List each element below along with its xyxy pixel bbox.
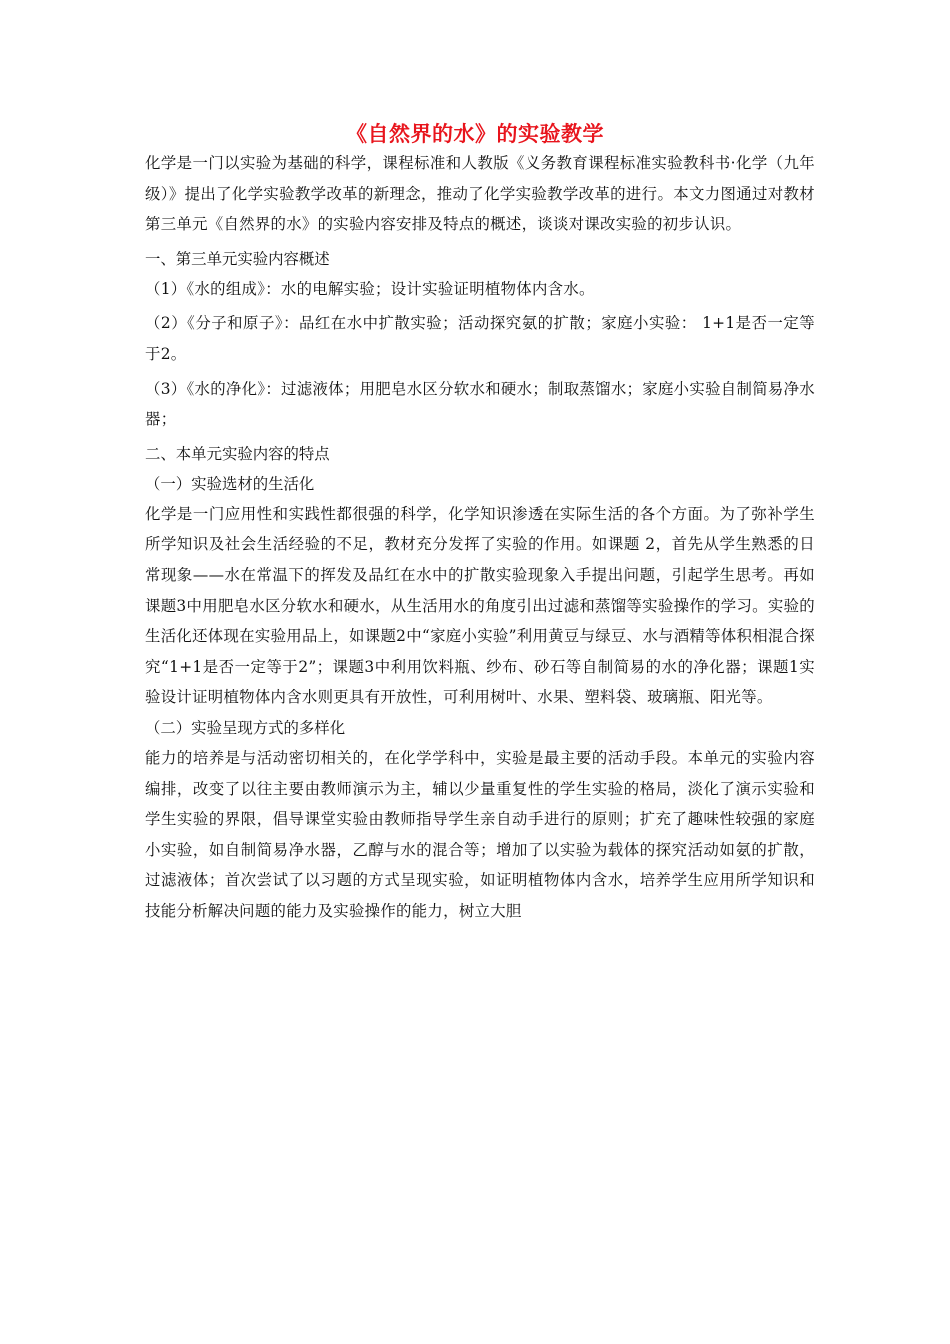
paragraph-diversity: 能力的培养是与活动密切相关的，在化学学科中，实验是最主要的活动手段。本单元的实验内容编排，改变了以往主要由教师演示为主，辅以少量重复性的学生实验的格局，淡化了演示实验和学生实验的界限，倡导课堂实验由教师指导学生亲自动手进行的原则；扩充了趣味性较强的家庭小实验，如自制简易净水器，乙醇与水的混合等；增加了以实验为载体的探究活动如氨的扩散，过滤液体；首次尝试了以习题的方式呈现实验，如证明植物体内含水，培养学生应用所学知识和技能分析解决问题的能力及实验操作的能力，树立大胆 bbox=[145, 748, 815, 920]
paragraph-daily-life: 化学是一门应用性和实践性都很强的科学，化学知识渗透在实际生活的各个方面。为了弥补学生所学知识及社会生活经验的不足，教材充分发挥了实验的作用。如课题 2，首先从学生熟悉的日常现象——水在常温下的挥发及品红在水中的扩散实验现象入手提出问题，引起学生思考。再如课题3中用肥皂水区分软水和硬水，从生活用水的角度引出过滤和蒸馏等实验操作的学习。实验的生活化还体现在实验用品上，如课题2中“家庭小实验”利用黄豆与绿豆、水与酒精等体积相混合探究“1+1是否一定等于2”；课题3中利用饮料瓶、纱布、砂石等自制简易的水的净化器；课题1实验设计证明植物体内含水则更具有开放性，可利用树叶、水果、塑料袋、玻璃瓶、阳光等。 bbox=[145, 504, 815, 707]
list-item-water-purification: （3）《水的净化》：过滤液体；用肥皂水区分软水和硬水；制取蒸馏水；家庭小实验自制简易净水器； bbox=[145, 379, 815, 429]
subsection-heading-daily-life: （一）实验选材的生活化 bbox=[145, 474, 315, 493]
section-heading-features: 二、本单元实验内容的特点 bbox=[145, 444, 330, 463]
document-title: 《自然界的水》的实验教学 bbox=[346, 122, 604, 146]
list-item-molecules-atoms: （2）《分子和原子》：品红在水中扩散实验；活动探究氨的扩散；家庭小实验： 1+1是否一定等于2。 bbox=[145, 314, 815, 363]
list-item-water-composition: （1）《水的组成》：水的电解实验；设计实验证明植物体内含水。 bbox=[145, 279, 595, 298]
section-heading-overview: 一、第三单元实验内容概述 bbox=[145, 249, 330, 268]
subsection-heading-diversity: （二）实验呈现方式的多样化 bbox=[145, 718, 346, 737]
document-body bbox=[145, 148, 815, 926]
intro-paragraph: 化学是一门以实验为基础的科学，课程标准和人教版《义务教育课程标准实验教科书·化学（九年级）》提出了化学实验教学改革的新理念，推动了化学实验教学改革的进行。本文力图通过对教材第三单元《自然界的水》的实验内容安排及特点的概述，谈谈对课改实验的初步认识。 bbox=[145, 154, 815, 234]
